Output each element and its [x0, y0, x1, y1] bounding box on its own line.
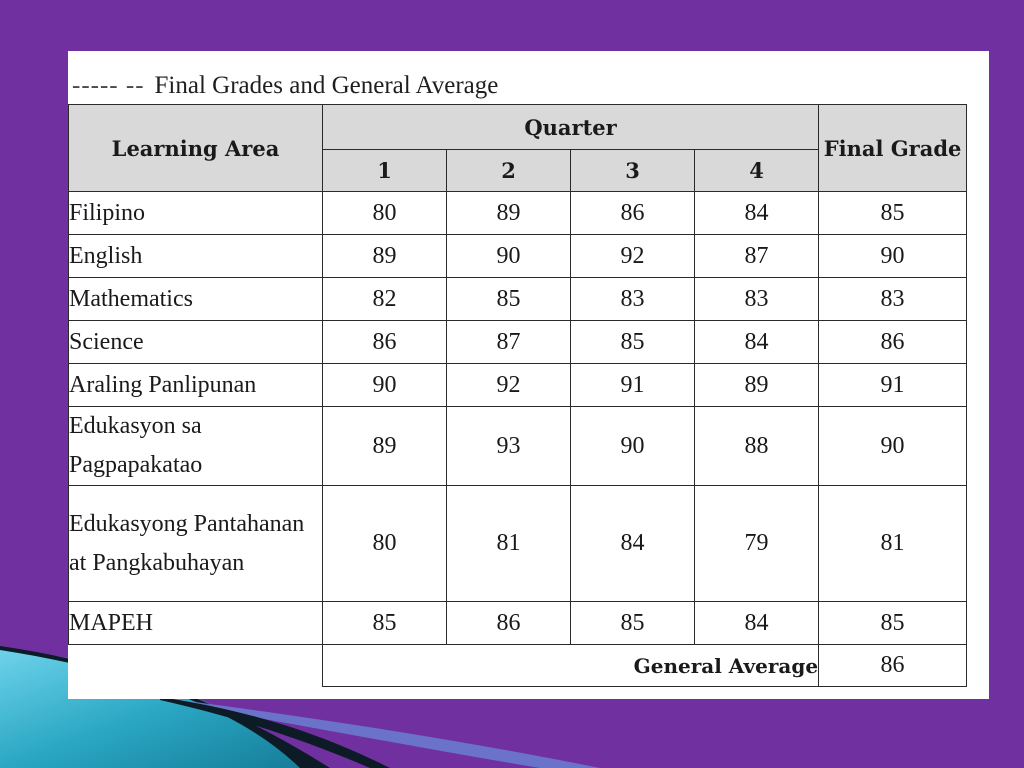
header-quarter-1: 1 [323, 150, 447, 192]
quarter-4-cell: 83 [695, 278, 819, 321]
final-grade-cell: 90 [819, 235, 967, 278]
general-average-label: General Average [323, 645, 819, 687]
empty-cell [69, 645, 323, 687]
learning-area-cell: Filipino [69, 192, 323, 235]
learning-area-cell: Science [69, 321, 323, 364]
quarter-2-cell: 92 [447, 364, 571, 407]
header-final-grade: Final Grade [819, 105, 967, 192]
table-row [69, 278, 967, 321]
header-quarter-2: 2 [447, 150, 571, 192]
quarter-4-cell: 87 [695, 235, 819, 278]
table-row [69, 321, 967, 364]
final-grade-cell: 85 [819, 192, 967, 235]
table-row [69, 364, 967, 407]
quarter-3-cell: 86 [571, 192, 695, 235]
learning-area-cell: Edukasyon sa Pagpapakatao [69, 407, 323, 486]
final-grade-cell: 86 [819, 321, 967, 364]
caption-title: Final Grades and General Average [154, 72, 499, 99]
final-grade-cell: 91 [819, 364, 967, 407]
learning-area-cell: Edukasyong Pantahanan at Pangkabuhayan [69, 486, 323, 602]
quarter-2-cell: 89 [447, 192, 571, 235]
quarter-1-cell: 85 [323, 602, 447, 645]
learning-area-cell: Mathematics [69, 278, 323, 321]
final-grade-cell: 83 [819, 278, 967, 321]
header-quarter-3: 3 [571, 150, 695, 192]
general-average-value: 86 [819, 645, 967, 687]
quarter-4-cell: 84 [695, 192, 819, 235]
quarter-1-cell: 82 [323, 278, 447, 321]
quarter-3-cell: 90 [571, 407, 695, 486]
quarter-1-cell: 86 [323, 321, 447, 364]
table-row [69, 602, 967, 645]
table-row [69, 235, 967, 278]
learning-area-cell: MAPEH [69, 602, 323, 645]
header-quarter: Quarter [323, 105, 819, 150]
quarter-4-cell: 79 [695, 486, 819, 602]
quarter-4-cell: 89 [695, 364, 819, 407]
quarter-3-cell: 91 [571, 364, 695, 407]
caption-prefix: ----- -- [72, 72, 145, 99]
quarter-2-cell: 87 [447, 321, 571, 364]
quarter-2-cell: 90 [447, 235, 571, 278]
learning-area-cell: Araling Panlipunan [69, 364, 323, 407]
quarter-3-cell: 83 [571, 278, 695, 321]
quarter-1-cell: 89 [323, 235, 447, 278]
quarter-4-cell: 88 [695, 407, 819, 486]
quarter-1-cell: 80 [323, 192, 447, 235]
quarter-2-cell: 93 [447, 407, 571, 486]
learning-area-cell: English [69, 235, 323, 278]
grades-table [68, 104, 967, 687]
quarter-1-cell: 89 [323, 407, 447, 486]
quarter-2-cell: 81 [447, 486, 571, 602]
quarter-2-cell: 85 [447, 278, 571, 321]
quarter-1-cell: 90 [323, 364, 447, 407]
header-learning-area: Learning Area [69, 105, 323, 192]
header-quarter-4: 4 [695, 150, 819, 192]
table-row [69, 407, 967, 486]
quarter-3-cell: 92 [571, 235, 695, 278]
quarter-1-cell: 80 [323, 486, 447, 602]
quarter-2-cell: 86 [447, 602, 571, 645]
table-row [69, 192, 967, 235]
quarter-3-cell: 85 [571, 321, 695, 364]
quarter-3-cell: 85 [571, 602, 695, 645]
table-caption [72, 70, 498, 102]
final-grade-cell: 85 [819, 602, 967, 645]
general-average-row [69, 645, 967, 687]
quarter-4-cell: 84 [695, 321, 819, 364]
quarter-4-cell: 84 [695, 602, 819, 645]
final-grade-cell: 90 [819, 407, 967, 486]
table-row [69, 486, 967, 602]
quarter-3-cell: 84 [571, 486, 695, 602]
final-grade-cell: 81 [819, 486, 967, 602]
